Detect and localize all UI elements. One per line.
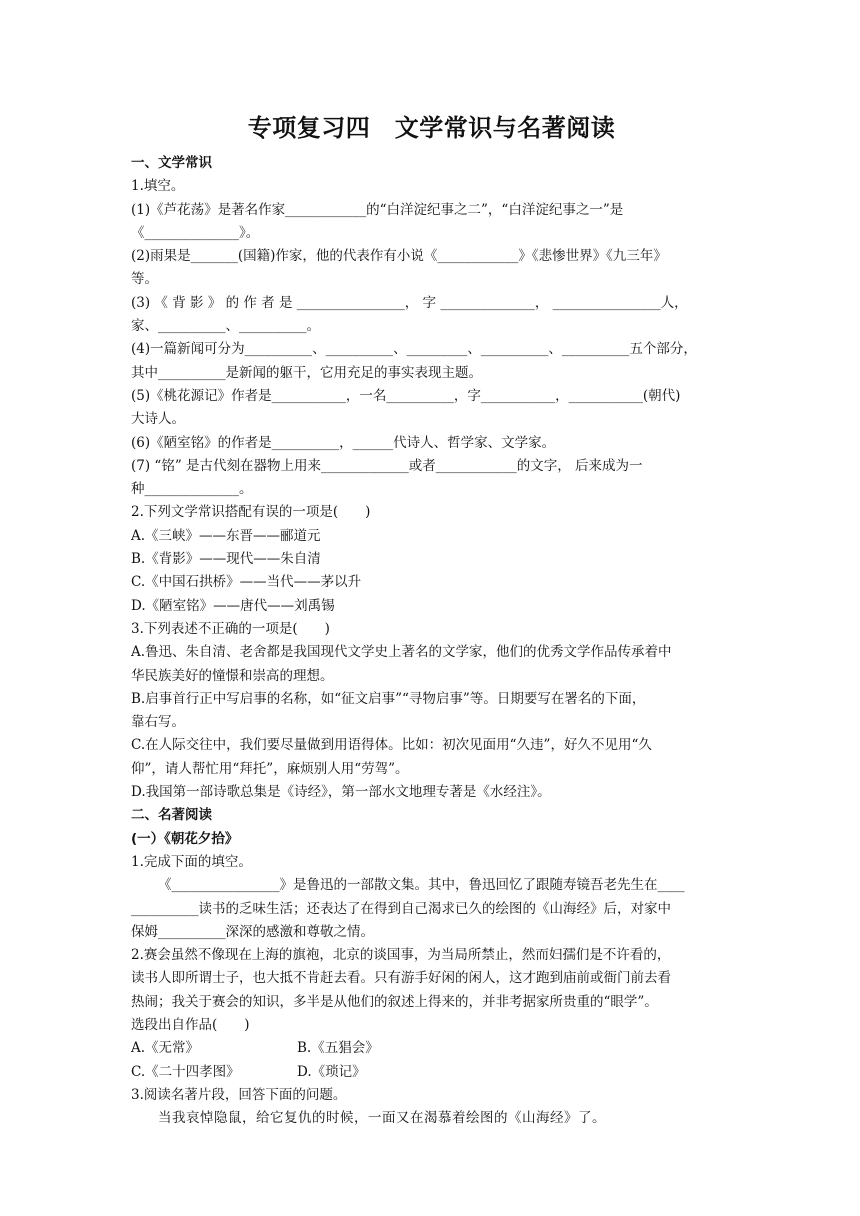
- q2-option-d: D.《陋室铭》——唐代——刘禹锡: [131, 597, 335, 614]
- reading-q2-option-b: B.《五猖会》: [297, 1040, 379, 1057]
- q1-item-4-line-2: 其中__________是新闻的躯干，它用充足的事实表现主题。: [131, 364, 482, 381]
- reading-q1-line-3: 保姆__________深深的感激和尊敬之情。: [131, 923, 374, 940]
- q3-option-a-line-1: A.鲁迅、朱自清、老舍都是我国现代文学史上著名的文学家，他们的优秀文学作品传承着中: [131, 644, 672, 661]
- q2-option-c: C.《中国石拱桥》——当代——茅以升: [131, 574, 362, 591]
- q1-item-2-line-2: 等。: [131, 271, 158, 288]
- q1-item-7-line-1: (7) “铭” 是古代刻在器物上用来_____________或者____________的文字， 后来成为一: [131, 457, 643, 474]
- q1-item-5-line-1: (5)《桃花源记》作者是___________，一名__________，字___________，___________(朝代): [131, 387, 681, 404]
- reading-q2-prompt: 选段出自作品( ): [131, 1016, 250, 1033]
- q3-option-c-line-1: C.在人际交往中，我们要尽量做到用语得体。比如：初次见面用“久违”，好久不见用“久: [131, 737, 652, 754]
- reading-q2-option-a: A.《无常》: [131, 1040, 200, 1057]
- q1-item-7-line-2: 种______________。: [131, 481, 253, 498]
- q1-item-3-line-1: (3) 《 背 影 》 的 作 者 是 ________________， 字 ______________， ________________人，: [131, 294, 688, 311]
- reading-q3-quote: 当我哀悼隐鼠，给它复仇的时候，一面又在渴慕着绘图的《山海经》了。: [158, 1110, 606, 1127]
- q1-item-3-line-2: 家、__________、__________。: [131, 318, 320, 335]
- q1-item-2-line-1: (2)雨果是_______(国籍)作家，他的代表作有小说《____________》《悲惨世界》《九三年》: [131, 248, 667, 265]
- reading-q1-line-1: 《________________》是鲁迅的一部散文集。其中，鲁迅回忆了跟随寿镜吾老先生在____: [158, 877, 685, 894]
- q2-option-a: A.《三峡》——东晋——郦道元: [131, 527, 321, 544]
- page-title: 专项复习四 文学常识与名著阅读: [247, 114, 616, 142]
- q1-item-5-line-2: 大诗人。: [131, 411, 185, 428]
- reading-q1-line-2: __________读书的乏味生活；还表达了在得到自己渴求已久的绘图的《山海经》后，对家中: [131, 900, 671, 917]
- reading-q1-heading: 1.完成下面的填空。: [131, 853, 252, 870]
- q2-option-b: B.《背影》——现代——朱自清: [131, 551, 321, 568]
- q3-option-d: D.我国第一部诗歌总集是《诗经》，第一部水文地理专著是《水经注》。: [131, 784, 551, 801]
- question-1-heading: 1.填空。: [131, 178, 185, 195]
- subsection-heading-zhaohua: (一）《朝花夕拾》: [131, 830, 239, 847]
- q3-option-b-line-1: B.启事首行正中写启事的名称，如“征文启事”“寻物启事”等。日期要写在署名的下面，: [131, 690, 646, 707]
- reading-q2-line-1: 2.赛会虽然不像现在上海的旗袍，北京的谈国事，为当局所禁止，然而妇孺们是不许看的，: [131, 947, 671, 964]
- q3-option-c-line-2: 仰”，请人帮忙用“拜托”，麻烦别人用“劳驾”。: [131, 760, 409, 777]
- reading-q2-option-c: C.《二十四孝图》: [131, 1063, 240, 1080]
- reading-q2-options-row-2: [131, 1061, 732, 1084]
- section-heading-reading: 二、名著阅读: [131, 807, 212, 824]
- q1-item-1-line-2: 《______________》。: [131, 224, 260, 241]
- reading-q3-heading: 3.阅读名著片段，回答下面的问题。: [131, 1086, 347, 1103]
- section-heading-literature: 一、文学常识: [131, 155, 212, 171]
- reading-q2-line-3: 热闹；我关于赛会的知识，多半是从他们的叙述上得来的，并非考据家所贵重的“眼学”。: [131, 993, 658, 1010]
- question-2-heading: 2.下列文学常识搭配有误的一项是( ): [131, 504, 371, 521]
- q1-item-1-line-1: (1)《芦花荡》是著名作家____________的“白洋淀纪事之二”，“白洋淀纪事之一”是: [131, 201, 624, 218]
- q1-item-4-line-1: (4)一篇新闻可分为__________、__________、_________、__________、__________五个部分，: [131, 341, 697, 358]
- q3-option-b-line-2: 靠右写。: [131, 714, 185, 731]
- reading-q2-line-2: 读书人即所谓士子，也大抵不肯赶去看。只有游手好闲的闲人，这才跑到庙前或衙门前去看: [131, 970, 671, 987]
- question-3-heading: 3.下列表述不正确的一项是( ): [131, 620, 330, 637]
- document-content: [131, 110, 732, 1130]
- reading-q2-option-d: D.《琐记》: [297, 1063, 366, 1080]
- reading-q2-options-row-1: [131, 1037, 732, 1060]
- q3-option-a-line-2: 华民族美好的憧憬和崇高的理想。: [131, 667, 334, 684]
- q1-item-6: (6)《陋室铭》的作者是__________，______代诗人、哲学家、文学家。: [131, 434, 556, 451]
